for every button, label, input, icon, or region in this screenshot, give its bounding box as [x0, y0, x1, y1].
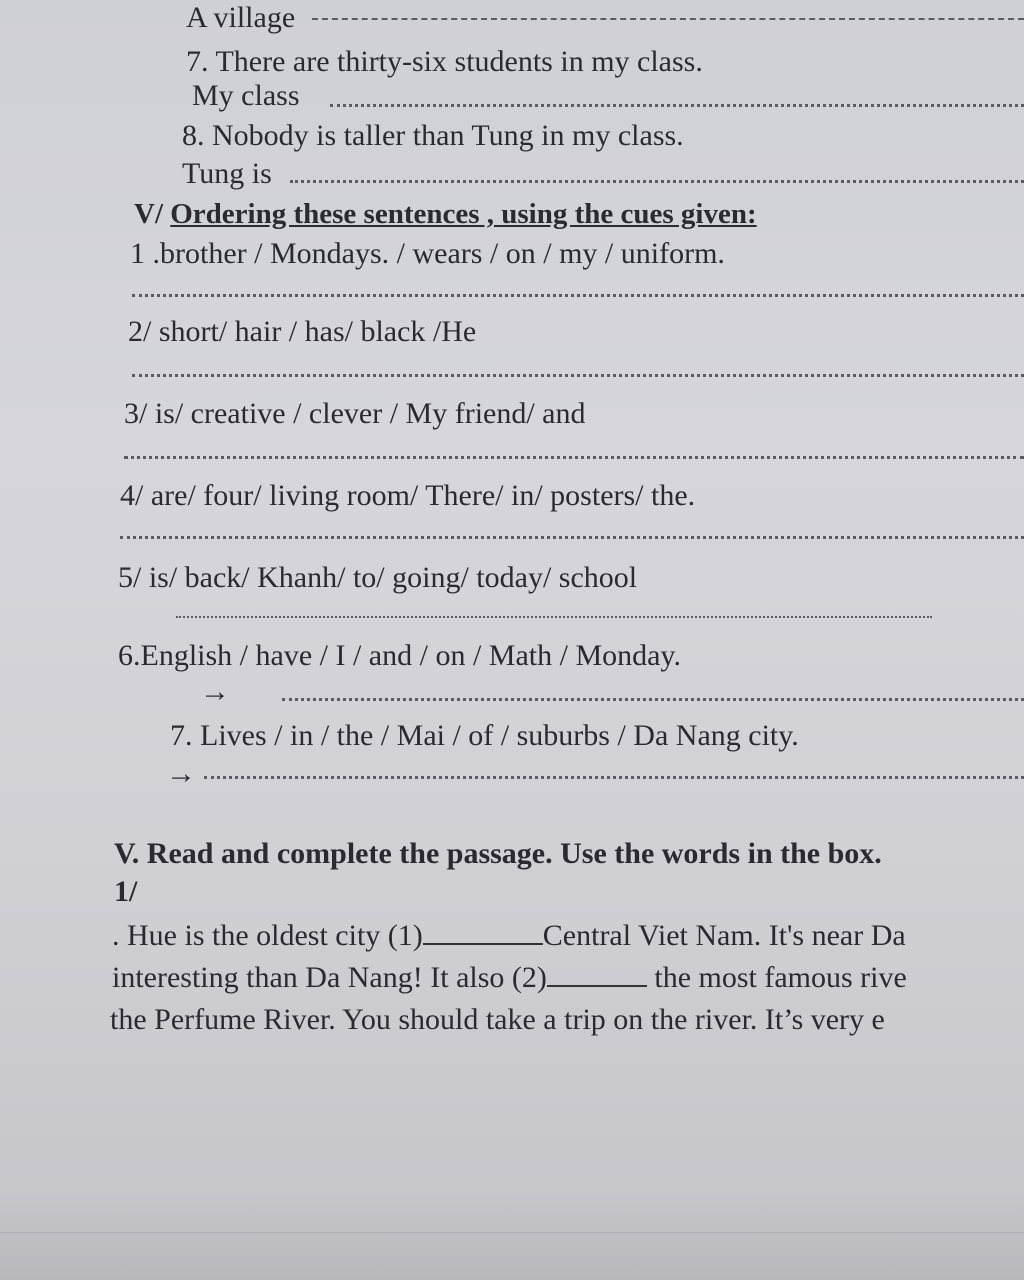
arrow-icon: → — [166, 757, 196, 790]
ordering-item-3: 3/ is/ creative / clever / My friend/ and — [124, 397, 586, 430]
answer-line[interactable] — [290, 180, 1024, 183]
ordering-item-5: 5/ is/ back/ Khanh/ to/ going/ today/ school — [118, 561, 638, 594]
answer-line[interactable] — [312, 18, 1024, 20]
passage-line-3: the Perfume River. You should take a trip on the river. It’s very e — [110, 1003, 885, 1036]
ordering-section-heading — [134, 196, 757, 232]
blank-2[interactable] — [547, 985, 647, 987]
passage-line-2 — [112, 960, 907, 996]
arrow-icon: → — [200, 675, 230, 708]
question-7-answer-start: My class — [192, 79, 300, 112]
ordering-item-6: 6.English / have / I / and / on / Math / Monday. — [118, 639, 681, 672]
passage-line-1 — [112, 918, 906, 954]
question-7-text: 7. There are thirty-six students in my class. — [186, 45, 703, 78]
ordering-item-1: 1 .brother / Mondays. / wears / on / my / uniform. — [130, 237, 725, 270]
village-answer-label: A village — [186, 1, 296, 34]
passage-text: . Hue is the oldest city (1) — [112, 919, 423, 952]
ordering-item-2: 2/ short/ hair / has/ black /He — [128, 315, 477, 348]
answer-line[interactable] — [204, 776, 1024, 779]
reading-section-heading: V. Read and complete the passage. Use the words in the box. — [114, 837, 882, 870]
answer-line[interactable] — [124, 456, 1024, 459]
answer-line[interactable] — [176, 616, 932, 618]
ordering-item-4: 4/ are/ four/ living room/ There/ in/ posters/ the. — [120, 479, 696, 512]
blank-1[interactable] — [423, 943, 543, 945]
answer-line[interactable] — [120, 536, 1024, 539]
page-shadow — [0, 1190, 1024, 1280]
answer-line[interactable] — [132, 294, 1024, 297]
answer-line[interactable] — [330, 104, 1024, 107]
section-number: V/ — [134, 198, 171, 230]
passage-text: the most famous rive — [646, 961, 907, 994]
answer-line[interactable] — [282, 698, 1024, 701]
question-8-text: 8. Nobody is taller than Tung in my class. — [182, 119, 684, 152]
section-title: Ordering these sentences , using the cues given: — [170, 198, 757, 230]
passage-text: interesting than Da Nang! It also (2) — [112, 961, 547, 994]
ordering-item-7: 7. Lives / in / the / Mai / of / suburbs / Da Nang city. — [170, 719, 799, 752]
passage-text: Central Viet Nam. It's near Da — [542, 919, 906, 952]
reading-section-number: 1/ — [114, 875, 138, 908]
answer-line[interactable] — [132, 374, 1024, 377]
question-8-answer-start: Tung is — [182, 157, 272, 190]
